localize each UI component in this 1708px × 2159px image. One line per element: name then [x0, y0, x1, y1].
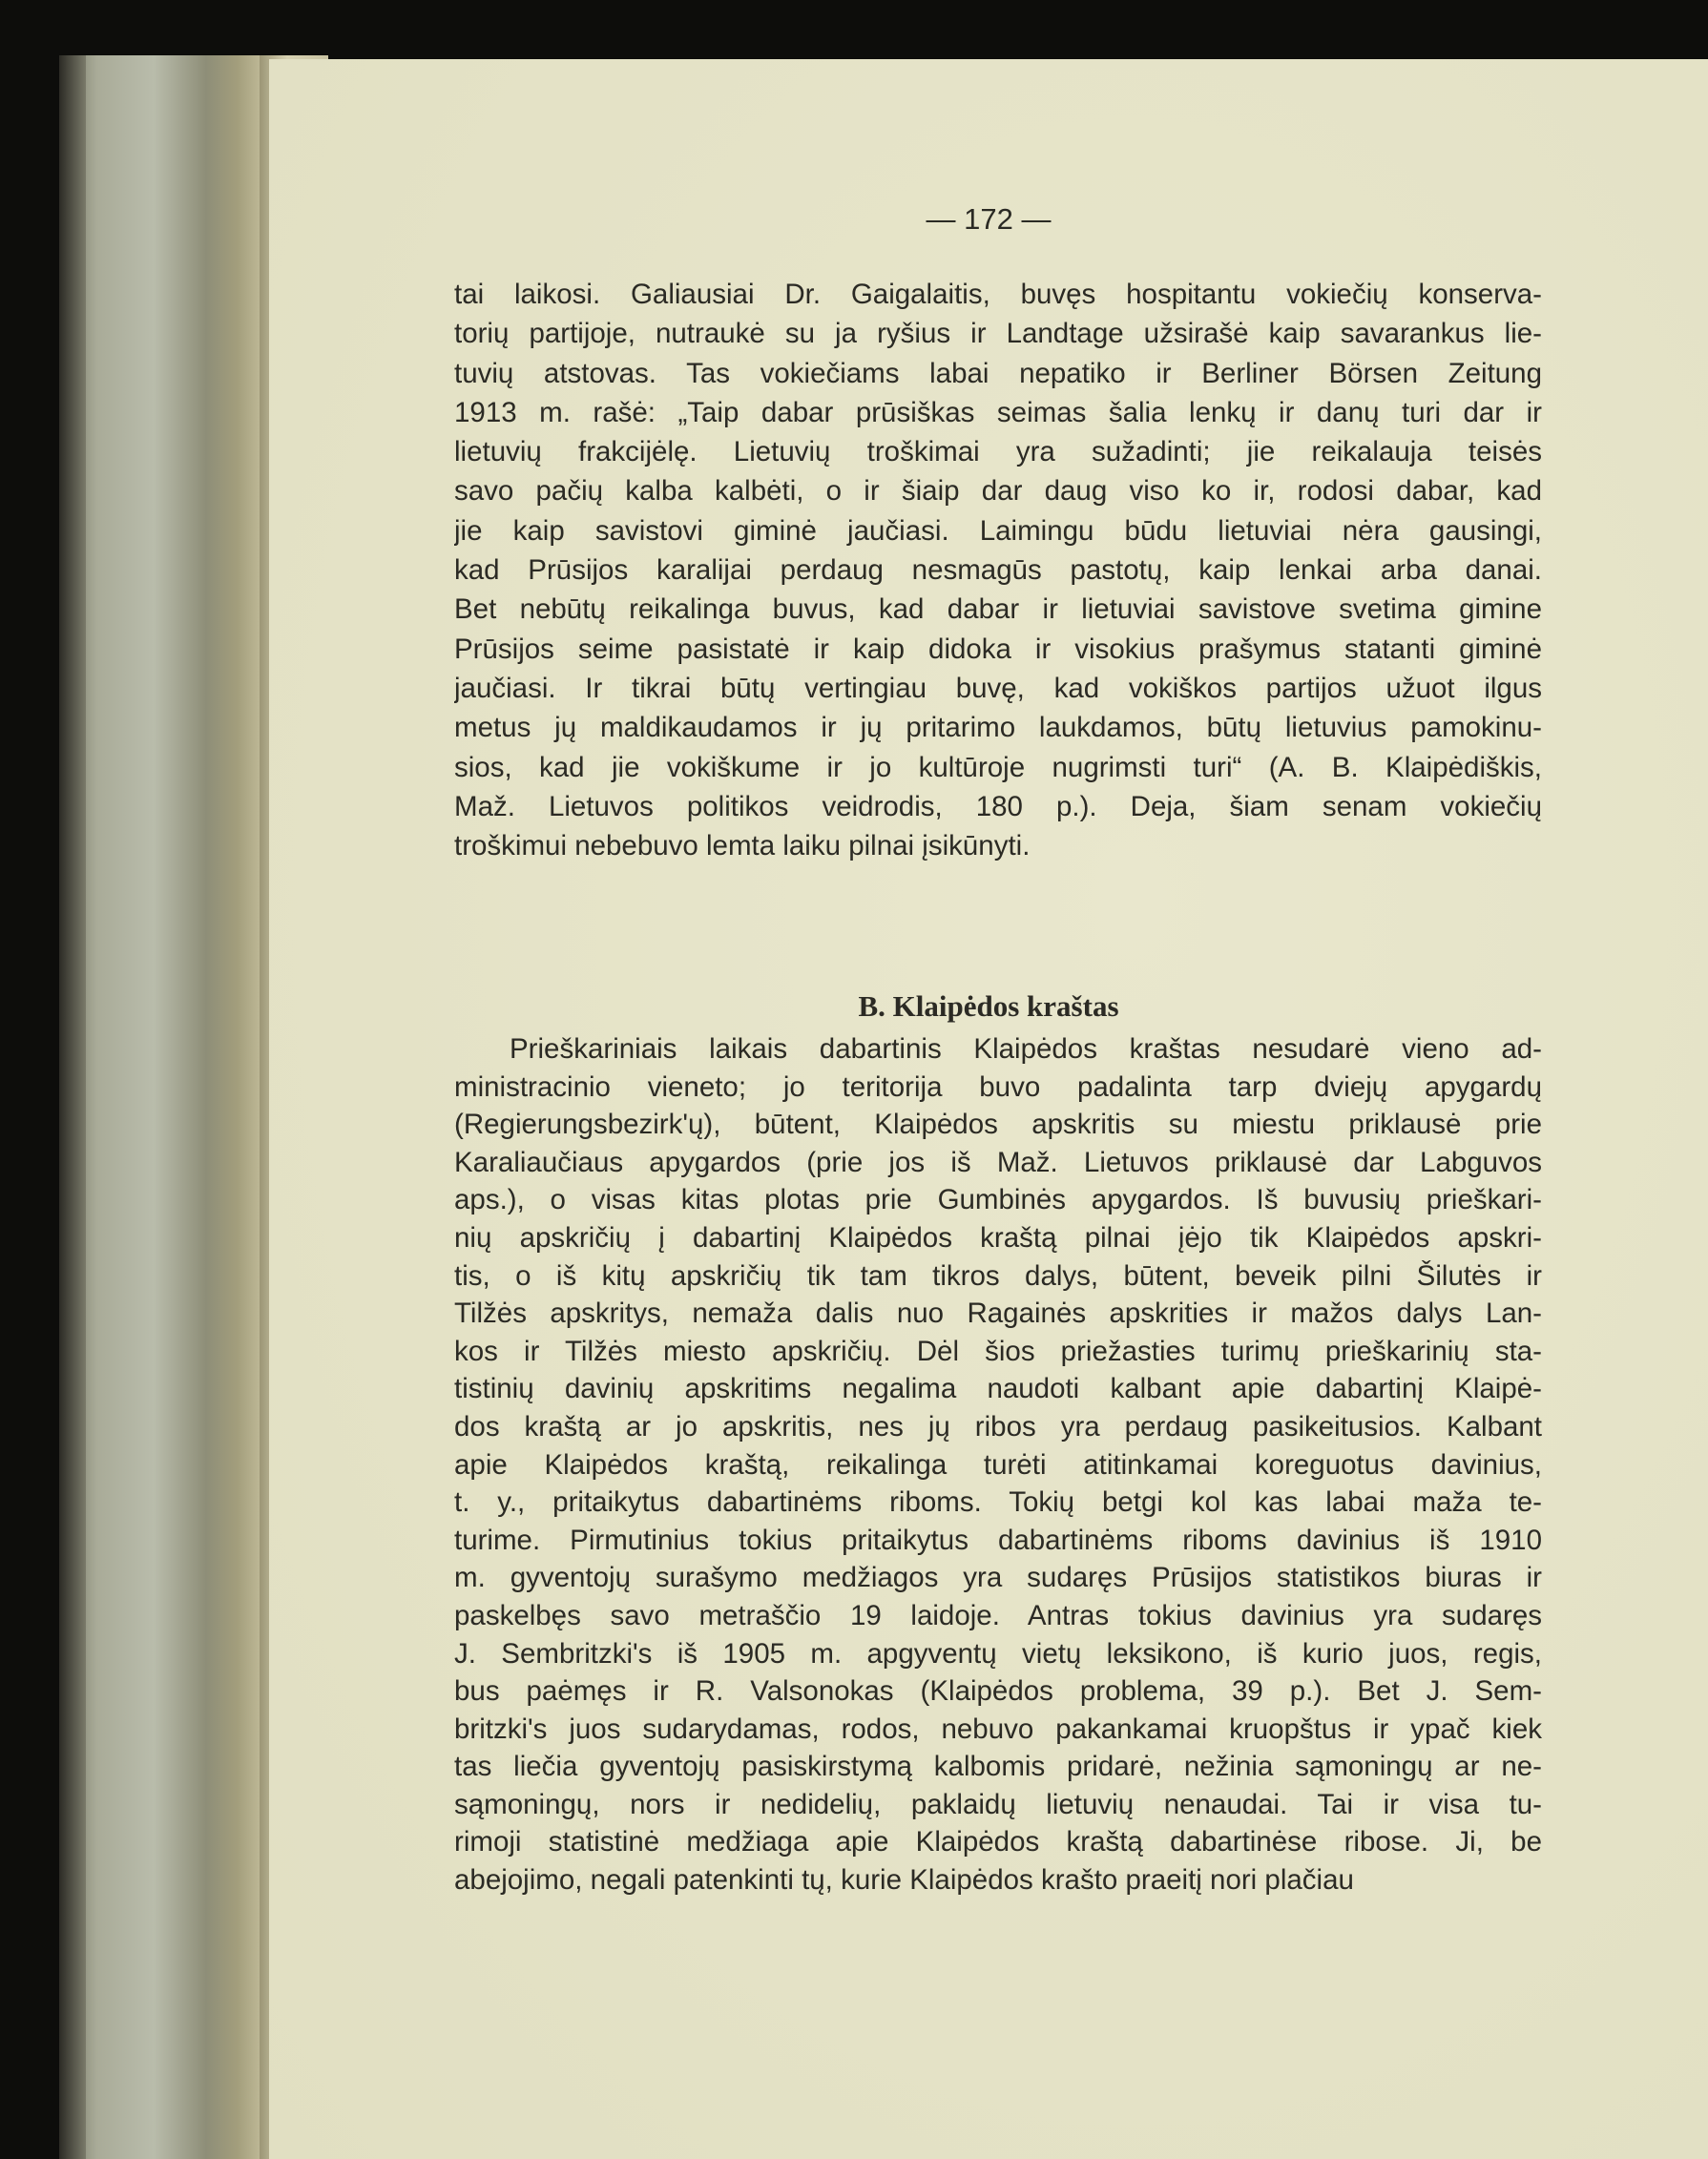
text-line: m. gyventojų surašymo medžiagos yra sudaręs Prūsijos statistikos biuras ir — [454, 1562, 1542, 1594]
text-line: tas liečia gyventojų pasiskirstymą kalbomis pridarė, nežinia sąmoningų ar ne- — [454, 1751, 1542, 1783]
text-line: jie kaip savistovi giminė jaučiasi. Laimingu būdu lietuviai nėra gausingi, — [454, 514, 1542, 547]
text-line: savo pačių kalba kalbėti, o ir šiaip dar daug viso ko ir, rodosi dabar, kad — [454, 475, 1542, 508]
text-line: turime. Pirmutinius tokius pritaikytus dabartinėms riboms davinius iš 1910 — [454, 1524, 1542, 1556]
text-line: jaučiasi. Ir tikrai būtų vertingiau buvę, kad vokiškos partijos užuot ilgus — [454, 672, 1542, 704]
text-line: kos ir Tilžės miesto apskričių. Dėl šios priežasties turimų prieškarinių sta- — [454, 1335, 1542, 1367]
binding-edge — [59, 55, 86, 2159]
text-line: Maž. Lietuvos politikos veidrodis, 180 p.). Deja, šiam senam vokiečių — [454, 790, 1542, 822]
text-line: kad Prūsijos karalijai perdaug nesmagūs pastotų, kaip lenkai arba danai. — [454, 554, 1542, 587]
text-line: metus jų maldikaudamos ir jų pritarimo laukdamos, būtų lietuvius pamokinu- — [454, 712, 1542, 744]
book-binding — [59, 55, 269, 2159]
text-line: paskelbęs savo metraščio 19 laidoje. Antras tokius davinius yra sudaręs — [454, 1599, 1542, 1631]
text-line: lietuvių frakcijėlę. Lietuvių troškimai yra sužadinti; jie reikalauja teisės — [454, 436, 1542, 468]
text-line: Tilžės apskritys, nemaža dalis nuo Ragainės apskrities ir mažos dalys Lan- — [454, 1297, 1542, 1330]
text-line: Prūsijos seime pasistatė ir kaip didoka ir visokius prašymus statanti giminė — [454, 633, 1542, 665]
text-line: tuvių atstovas. Tas vokiečiams labai nepatiko ir Berliner Börsen Zeitung — [454, 357, 1542, 389]
page-number: — 172 — — [926, 202, 1052, 236]
text-line: Prieškariniais laikais dabartinis Klaipėdos kraštas nesudarė vieno ad- — [510, 1033, 1542, 1065]
text-line: Karaliaučiaus apygardos (prie jos iš Maž. Lietuvos priklausė dar Labguvos — [454, 1146, 1542, 1178]
paragraph-1 — [454, 275, 1542, 865]
text-line: ministracinio vieneto; jo teritorija buvo padalinta tarp dviejų apygardų — [454, 1070, 1542, 1103]
text-line: troškimui nebebuvo lemta laiku pilnai įsikūnyti. — [454, 830, 1031, 862]
paragraph-2 — [454, 1030, 1542, 1900]
text-line: dos kraštą ar jo apskritis, nes jų ribos yra perdaug pasikeitusios. Kalbant — [454, 1410, 1542, 1443]
text-line: bus paėmęs ir R. Valsonokas (Klaipėdos problema, 39 p.). Bet J. Sem- — [454, 1675, 1542, 1708]
text-line: 1913 m. rašė: „Taip dabar prūsiškas seimas šalia lenkų ir danų turi dar ir — [454, 396, 1542, 428]
text-line: J. Sembritzki's iš 1905 m. apgyventų vietų leksikono, iš kurio juos, regis, — [454, 1637, 1542, 1670]
text-line: sąmoningų, nors ir nedidelių, paklaidų lietuvių nenaudai. Tai ir visa tu- — [454, 1788, 1542, 1820]
text-line: sios, kad jie vokiškume ir jo kultūroje nugrimsti turi“ (A. B. Klaipėdiškis, — [454, 751, 1542, 783]
text-line: tistinių davinių apskritims negalima naudoti kalbant apie dabartinį Klaipė- — [454, 1373, 1542, 1405]
text-line: nių apskričių į dabartinį Klaipėdos kraštą pilnai įėjo tik Klaipėdos apskri- — [454, 1221, 1542, 1254]
text-line: torių partijoje, nutraukė su ja ryšius ir Landtage užsirašė kaip savarankus lie- — [454, 318, 1542, 350]
text-line: aps.), o visas kitas plotas prie Gumbinės apygardos. Iš buvusių prieškari- — [454, 1184, 1542, 1216]
text-line: apie Klaipėdos kraštą, reikalinga turėti atitinkamai koreguotus davinius, — [454, 1448, 1542, 1481]
book-page — [269, 59, 1708, 2159]
text-line: tis, o iš kitų apskričių tik tam tikros dalys, būtent, beveik pilni Šilutės ir — [454, 1259, 1542, 1292]
text-line: britzki's juos sudarydamas, rodos, nebuvo pakankamai kruopštus ir ypač kiek — [454, 1713, 1542, 1745]
text-line: abejojimo, negali patenkinti tų, kurie Klaipėdos krašto praeitį nori plačiau — [454, 1864, 1354, 1897]
text-line: Bet nebūtų reikalinga buvus, kad dabar ir lietuviai savistove svetima gimine — [454, 593, 1542, 626]
text-line: rimoji statistinė medžiaga apie Klaipėdos kraštą dabartinėse ribose. Ji, be — [454, 1826, 1542, 1858]
text-line: tai laikosi. Galiausiai Dr. Gaigalaitis, buvęs hospitantu vokiečių konserva- — [454, 279, 1542, 310]
section-heading: B. Klaipėdos kraštas — [858, 989, 1119, 1023]
text-line: t. y., pritaikytus dabartinėms riboms. Tokių betgi kol kas labai maža te- — [454, 1486, 1542, 1519]
text-line: (Regierungsbezirk'ų), būtent, Klaipėdos apskritis su miestu priklausė prie — [454, 1109, 1542, 1141]
